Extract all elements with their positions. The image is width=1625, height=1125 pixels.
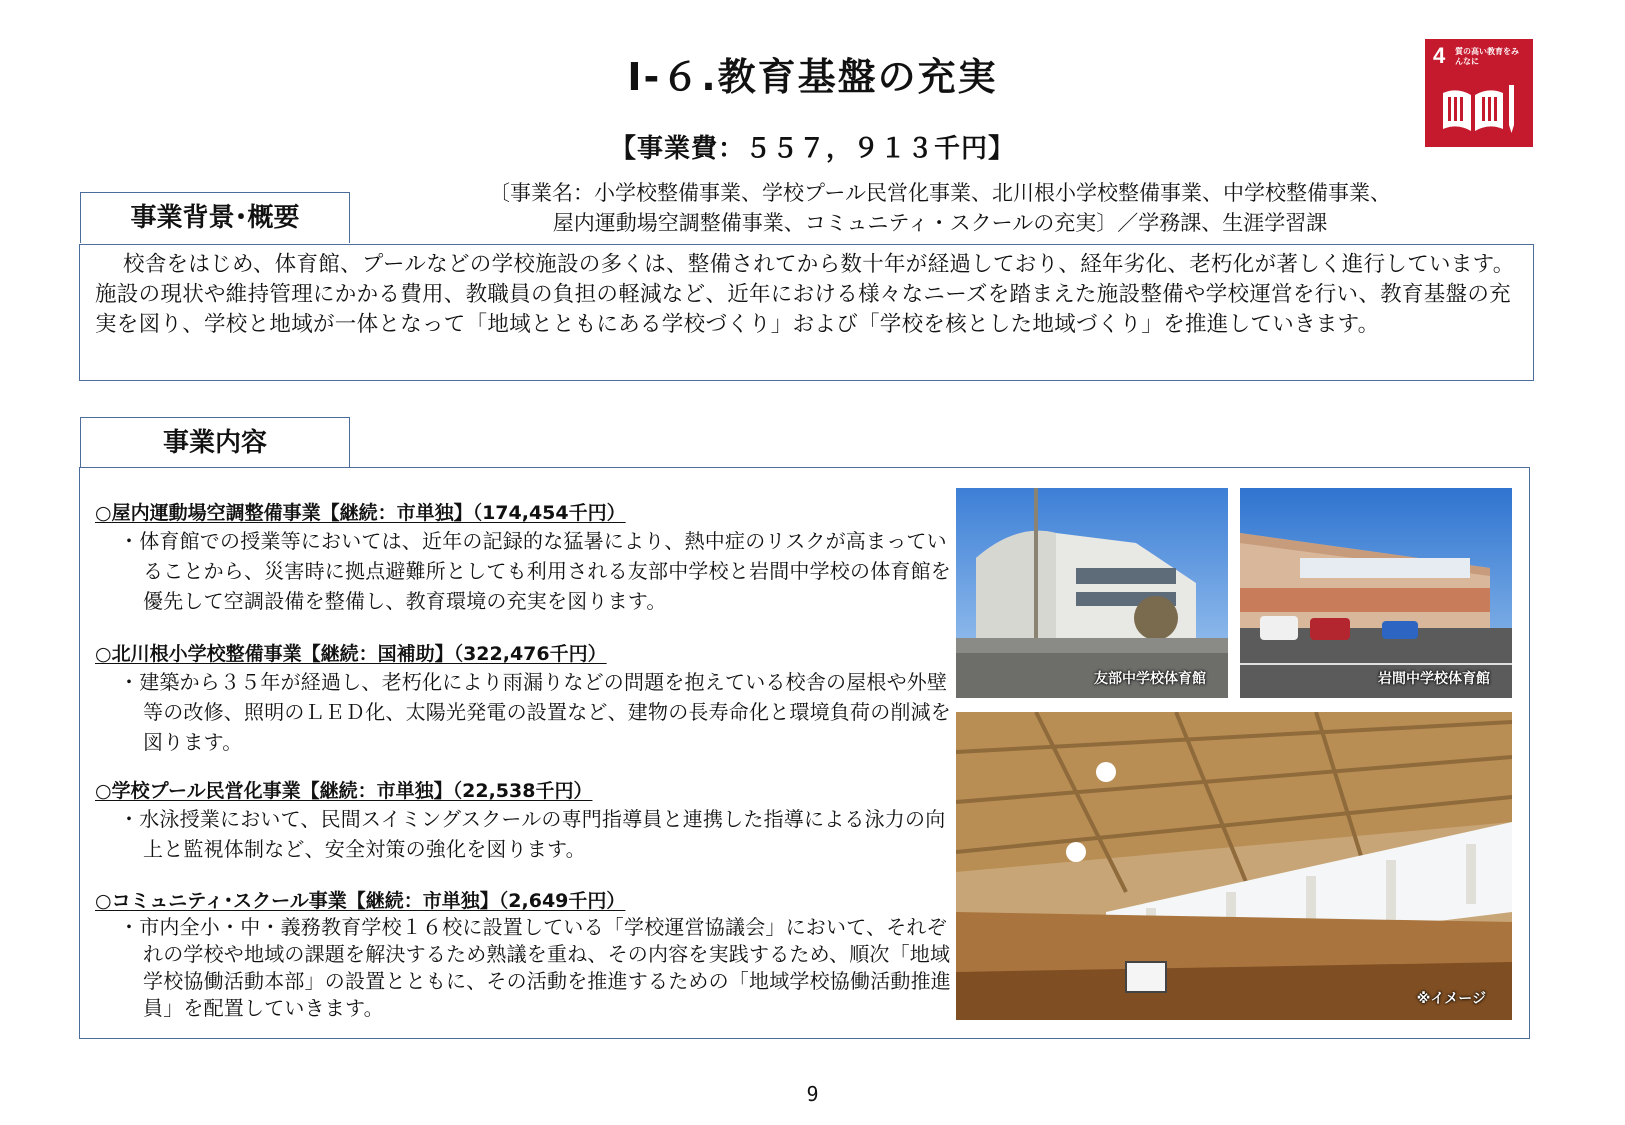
section-body: ・市内全小・中・義務教育学校１６校に設置している「学校運営協議会」において、それぞれの学校や地域の課題を解決するため熟議を重ね、その内容を実践するため、順次「地域学校協働活動本部」の設置とともに、その活動を推進するための「地域学校協働活動推進員」を配置していきます。 [119,915,951,1020]
photo-iwama-gym [1240,488,1512,698]
section-body: ・水泳授業において、民間スイミングスクールの専門指導員と連携した指導による泳力の向上と監視体制など、安全対策の強化を図ります。 [119,807,946,861]
photo-caption: ※イメージ [1416,991,1486,1007]
photo-gym-interior [956,712,1512,1020]
section-heading: ○学校プール民営化事業【継続：市単独】（22,538千円） [95,780,593,802]
sdg-number: 4 [1433,43,1446,68]
sdg-goal-4-badge [1425,39,1533,147]
gym-exterior-illustration [1240,488,1512,698]
page-number: 9 [806,1082,819,1106]
section-tab-background: 事業背景･概要 [80,192,350,243]
section-heading: ○コミュニティ･スクール事業【継続：市単独】（2,649千円） [95,890,626,912]
book-pencil-icon [1439,85,1519,137]
project-names-line-2: 屋内運動場空調整備事業、コミュニティ・スクールの充実〕／学務課、生涯学習課 [552,211,1328,235]
section-heading: ○屋内運動場空調整備事業【継続：市単独】（174,454千円） [95,502,626,524]
section-heading: ○北川根小学校整備事業【継続：国補助】（322,476千円） [95,643,607,665]
section-gym-ac [95,500,955,616]
sdg-label: 質の高い教育をみんなに [1455,47,1519,66]
project-names-line-1: 〔事業名：小学校整備事業、学校プール民営化事業、北川根小学校整備事業、中学校整備事業、 [489,181,1391,205]
photo-caption: 岩間中学校体育館 [1378,671,1490,687]
page-title: Ⅰ-６.教育基盤の充実 [627,55,998,99]
background-text: 校舎をはじめ、体育館、プールなどの学校施設の多くは、整備されてから数十年が経過しており、経年劣化、老朽化が著しく進行しています。施設の現状や維持管理にかかる費用、教職員の負担の軽減など、近年における様々なニーズを踏まえた施設整備や学校運営を行い、教育基盤の充実を図り、学校と地域が一体となって「地域とともにある学校づくり」および「学校を核とした地域づくり」を推進していきます。 [95,252,1515,337]
section-kitakawane-school [95,641,955,757]
section-community-school [95,888,955,1022]
section-pool-privatization [95,778,955,864]
section-tab-content: 事業内容 [80,417,350,468]
gym-exterior-illustration [956,488,1228,698]
photo-caption: 友部中学校体育館 [1094,671,1206,687]
gym-interior-illustration [956,712,1512,1020]
project-names [360,178,1520,238]
section-body: ・体育館での授業等においては、近年の記録的な猛暑により、熱中症のリスクが高まっていることから、災害時に拠点避難所としても利用される友部中学校と岩間中学校の体育館を優先して空調設備を整備し、教育環境の充実を図ります。 [119,529,951,613]
section-body: ・建築から３５年が経過し、老朽化により雨漏りなどの問題を抱えている校舎の屋根や外壁等の改修、照明のＬＥＤ化、太陽光発電の設置など、建物の長寿命化と環境負荷の削減を図ります。 [119,670,951,754]
photo-tomobe-gym [956,488,1228,698]
budget-total: 【事業費：５５７，９１３千円】 [609,134,1015,164]
